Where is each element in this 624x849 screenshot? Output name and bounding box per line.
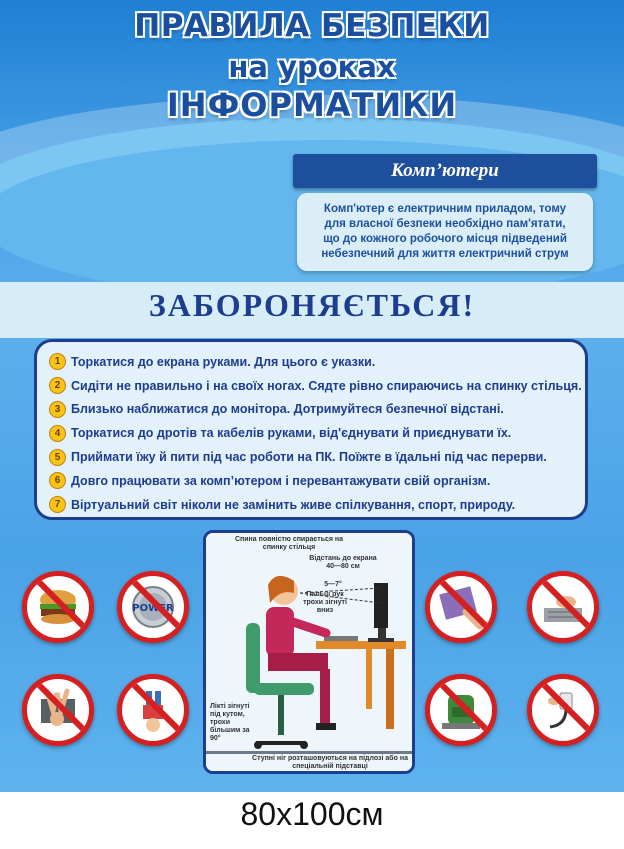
hand-on-keyboard-icon [527,571,599,643]
computers-text-line: для власної безпеки необхідно пам'ятати, [324,218,566,230]
forbidden-title: ЗАБОРОНЯЄТЬСЯ! [148,287,476,323]
power-button-icon [117,571,189,643]
rule-number: 3 [49,401,66,418]
plug-cable-icon [527,674,599,746]
rule-item [49,445,585,469]
computers-text-line: небезпечний для життя електричний струм [321,248,569,260]
rule-item [49,421,585,445]
computers-info-box [297,193,593,271]
rule-text: Близько наближатися до монітора. Дотримуйтеся безпечної відстані. [71,402,504,417]
child-upside-down-icon [117,674,189,746]
rule-text: Сидіти не правильно і на своїх ногах. Сядте рівно спираючись на спинку стільця. [71,378,582,393]
back-note: Спина повністю спирається на спинку стільця [234,536,344,551]
power-text: POWER [132,603,174,614]
posture-illustration [203,530,415,774]
title-line-2: на уроках [228,50,396,84]
rule-number: 4 [49,425,66,442]
rule-item [49,469,585,493]
rule-number: 5 [49,449,66,466]
rule-text: Приймати їжу й пити під час роботи на ПК. Поїжте в їдальні під час перерви. [71,450,547,465]
elbows-note: Лікті зігнуті під кутом, трохи більшим за 90° [210,703,250,742]
rule-number: 2 [49,377,66,394]
rule-number: 1 [49,353,66,370]
fingers-note: Пальці рук трохи зігнуті вниз [303,591,347,614]
size-label: 80x100см [240,796,384,832]
computers-text-line: Комп'ютер є електричним приладом, тому [323,203,567,215]
title-line-1: ПРАВИЛА БЕЗПЕКИ [134,8,490,44]
rule-item [49,350,585,374]
title-line-3: ІНФОРМАТИКИ [166,86,458,124]
touching-monitor-icon [425,571,497,643]
computers-header: Комп’ютери [293,154,597,188]
angle-note: 5—7° [324,581,342,588]
feet-note: Ступні ніг розташовуються на підлозі або на спеціальній підставці [252,755,408,770]
rule-item [49,398,585,422]
rules-list [34,339,588,520]
rule-text: Торкатися до дротів та кабелів руками, від'єднувати й приєднувати їх. [71,426,512,441]
rule-text: Торкатися до екрана руками. Для цього є указки. [71,354,376,369]
burger-icon [22,571,94,643]
rule-number: 7 [49,496,66,513]
backpack-on-computer-icon [425,674,497,746]
rule-text: Довго працювати за комп’ютером і перевантажувати свій організм. [71,473,491,488]
rule-text: Віртуальний світ ніколи не замінить живе спілкування, спорт, природу. [71,497,516,512]
rule-item [49,374,585,398]
rule-number: 6 [49,472,66,489]
hand-on-screen-icon [22,674,94,746]
rule-item [49,493,585,517]
distance-note: Відстань до екрана 40—80 см [309,555,377,570]
computers-text-line: що до кожного робочого місця підведений [323,233,567,245]
